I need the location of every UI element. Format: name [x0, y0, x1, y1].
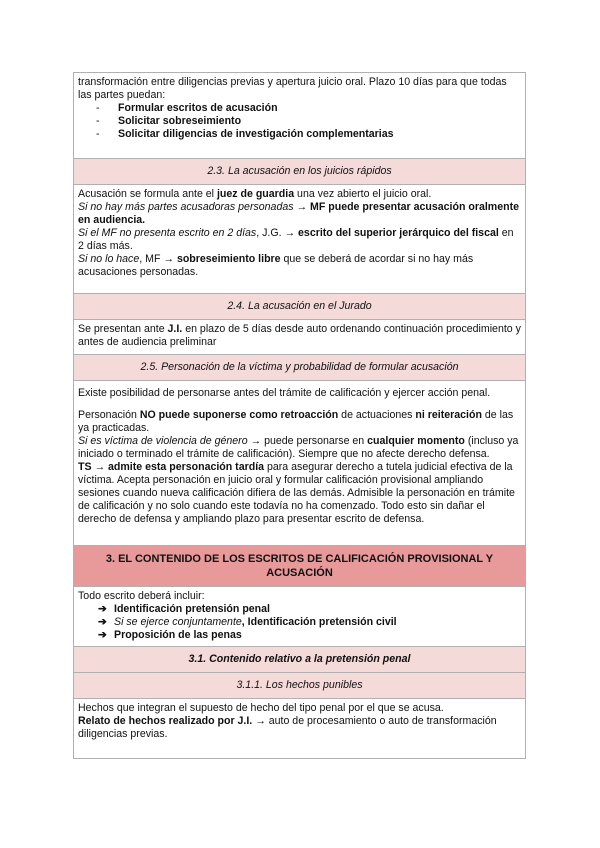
section-header-2-3: 2.3. La acusación en los juicios rápidos: [73, 159, 526, 185]
text: (incluso ya iniciado o terminado el trámite de calificación). Siempre que no afecte derecho defensa.: [78, 435, 519, 460]
section-header-3-1: 3.1. Contenido relativo a la pretensión penal: [73, 647, 526, 673]
content-cell-transformation: [73, 72, 526, 159]
bold-text: NO puede suponerse como retroacción: [139, 409, 339, 421]
bold-text: Relato de hechos realizado por J.I.: [78, 715, 253, 727]
bold-text: juez de guardia: [216, 188, 295, 200]
content-cell-3: [73, 587, 526, 647]
paragraph: [78, 227, 521, 253]
list-item: - Solicitar sobreseimiento: [96, 115, 521, 128]
bold-text: Proposición de las penas: [114, 629, 242, 641]
bold-text: J.I.: [167, 323, 183, 335]
bold-text: MF puede presentar acusación oralmente en audiencia.: [78, 201, 520, 226]
bold-text: Identificación pretensión penal: [114, 603, 270, 615]
arrow-icon: ➔: [98, 616, 107, 628]
intro-text: transformación entre diligencias previas y apertura juicio oral. Plazo 10 días para que todas las partes puedan:: [78, 76, 507, 101]
text: Se presentan ante: [78, 323, 168, 335]
text: , J.G. →: [256, 227, 299, 239]
paragraph: [78, 461, 521, 526]
paragraph: [78, 253, 521, 279]
content-cell-2-4: [73, 320, 526, 355]
paragraph: [78, 715, 521, 741]
bold-text: sobreseimiento libre: [176, 253, 281, 265]
bold-text: , Identificación pretensión civil: [241, 616, 397, 628]
italic-text: Si no lo hace: [78, 253, 140, 265]
paragraph: [78, 435, 521, 461]
text: que se deberá de acordar si no hay más acusaciones personadas.: [78, 253, 474, 278]
arrow-icon: ➔: [98, 603, 107, 615]
intro-text: Todo escrito deberá incluir:: [78, 590, 205, 602]
content-cell-3-1-1: [73, 699, 526, 759]
text: de las ya practicadas.: [78, 409, 514, 434]
section-header-2-5: 2.5. Personación de la víctima y probabilidad de formular acusación: [73, 355, 526, 381]
list-item: - Solicitar diligencias de investigación complementarias: [96, 128, 521, 141]
bold-text: escrito del superior jerárquico del fiscal: [298, 227, 499, 239]
document-page: [73, 72, 526, 759]
text: → auto de procesamiento o auto de transformación diligencias previas.: [78, 715, 497, 740]
text: en 2 días más.: [78, 227, 514, 252]
text: , MF →: [139, 253, 177, 265]
text: una vez abierto el juicio oral.: [294, 188, 432, 200]
bold-text: ni reiteración: [415, 409, 482, 421]
paragraph: Hechos que integran el supuesto de hecho del tipo penal por el que se acusa.: [78, 702, 444, 714]
bold-text: TS → admite esta personación tardía: [78, 461, 265, 473]
text: → puede personarse en: [247, 435, 368, 447]
italic-text: Si es víctima de violencia de género: [78, 435, 248, 447]
options-list: [78, 102, 521, 141]
section-header-3: 3. EL CONTENIDO DE LOS ESCRITOS DE CALIFICACIÓN PROVISIONAL Y ACUSACIÓN: [73, 546, 526, 587]
paragraph: [78, 201, 521, 227]
paragraph: [78, 323, 521, 349]
list-item: [98, 603, 521, 616]
list-item: [98, 616, 521, 629]
text: para asegurar derecho a tutela judicial efectiva de la víctima. Acepta personación en juicio oral y formular calificación provisional ampliando sesiones cuando nueva calificación difiera de las demás. Admisible la personación en trámite de calificación y no solo cuando este todavía no ha comenzado. Todo esto sin dañar el derecho de defensa y ampliando plazo para presentar escrito de defensa.: [78, 461, 515, 525]
text: de actuaciones: [338, 409, 416, 421]
paragraph: [78, 409, 521, 435]
section-header-2-4: 2.4. La acusación en el Jurado: [73, 294, 526, 320]
italic-text: Si se ejerce conjuntamente: [114, 616, 242, 628]
paragraph: [78, 188, 521, 201]
text: Acusación se formula ante el: [78, 188, 217, 200]
paragraph: Existe posibilidad de personarse antes del trámite de calificación y ejercer acción penal.: [78, 387, 491, 399]
italic-text: Si no hay más partes acusadoras personadas →: [78, 201, 311, 213]
contents-list: [78, 603, 521, 642]
content-cell-2-3: [73, 185, 526, 294]
bold-text: cualquier momento: [367, 435, 465, 447]
italic-text: Si el MF no presenta escrito en 2 días: [78, 227, 257, 239]
text: en plazo de 5 días desde auto ordenando continuación procedimiento y antes de audiencia preliminar: [78, 323, 521, 348]
list-item: - Formular escritos de acusación: [96, 102, 521, 115]
arrow-icon: ➔: [98, 629, 107, 641]
text: Personación: [78, 409, 140, 421]
section-header-3-1-1: 3.1.1. Los hechos punibles: [73, 673, 526, 699]
list-item: [98, 629, 521, 642]
content-cell-2-5: [73, 381, 526, 546]
